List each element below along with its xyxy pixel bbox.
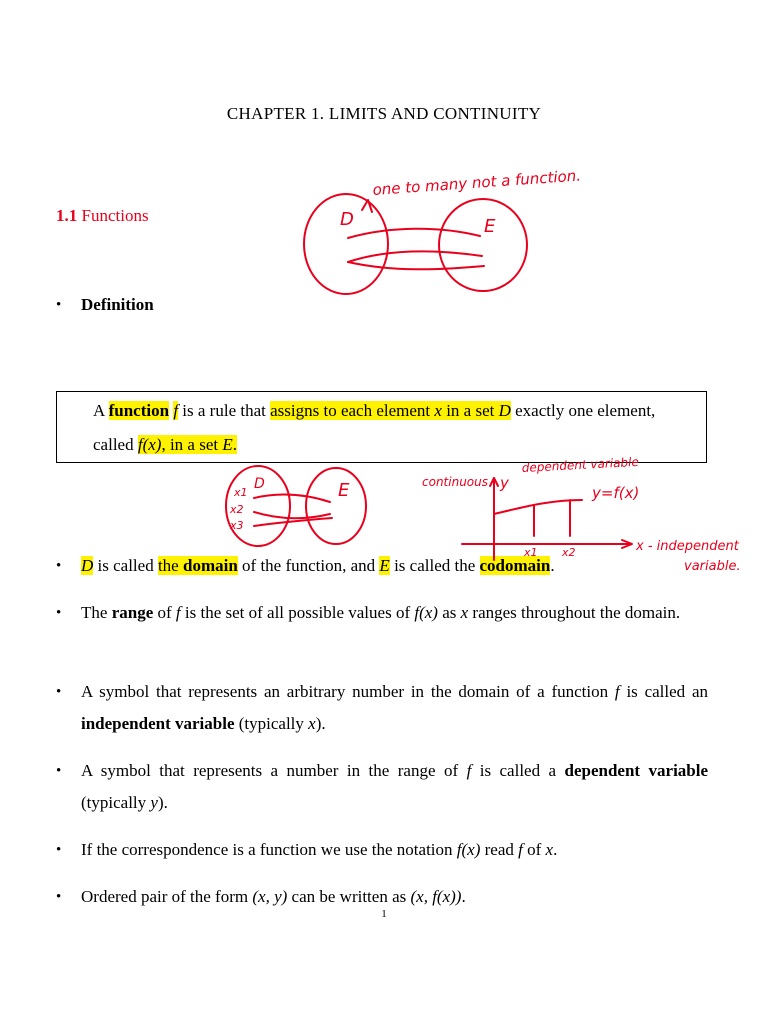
mapping-arrow [348,251,482,262]
mapping-arrow [348,262,484,269]
chapter-title: CHAPTER 1. LIMITS AND CONTINUITY [226,104,542,123]
variable-label: variable. [684,559,741,574]
bullet-icon: • [56,684,62,700]
mapping-arrow [254,495,330,502]
element-x1-label: x1 [234,486,248,499]
curve-label: y=f(x) [592,484,640,502]
domain-term: domain [182,556,238,575]
bullet-range: • The range of f is the set of all possible values of f(x) as x ranges throughout the domain. [56,597,708,629]
bullet-ordered-pair: • Ordered pair of the form (x, y) can be written as (x, f(x)). [56,881,708,913]
set-D-label: D [340,209,354,230]
arrow-head [362,200,372,212]
continuous-label: continuous [422,475,488,489]
set-E-label: E [338,480,350,501]
mapping-diagram-one-to-many [304,194,527,294]
mapping-diagram-function [226,466,366,546]
element-x3-label: x3 [230,519,244,532]
x-axis-label: x - independent [636,539,739,554]
function-graph-sketch [422,455,741,574]
dependent-variable-label: dependent variable [521,454,640,475]
set-D-label: D [254,476,265,492]
codomain-term: codomain [479,556,551,575]
dependent-variable-term: dependent variable [564,761,709,780]
bullet-icon: • [56,558,62,574]
element-x2-label: x2 [230,503,244,516]
bullet-icon: • [56,842,62,858]
bullet-independent-variable: • A symbol that represents an arbitrary number in the domain of a function f is called an independent variable (typically x). [56,676,708,740]
section-number: 1.1 [56,206,78,225]
mapping-arrow [348,229,480,238]
function-curve [494,500,582,514]
bullet-icon: • [56,889,62,905]
bullet-domain: • D is called the domain of the function, and E is called the codomain. [56,550,708,582]
bullet-dependent-variable: • A symbol that represents a number in the range of f is called a dependent variable (typically y). [56,755,708,819]
annotation-one-to-many: one to many not a function. [372,166,582,199]
page-number: 1 [381,908,387,920]
tick-x2-label: x2 [562,546,576,559]
codomain-set-circle [439,199,527,291]
range-term: range [111,603,154,622]
bullet-icon: • [56,605,62,621]
bullet-notation: • If the correspondence is a function we use the notation f(x) read f of x. [56,834,708,866]
bullet-icon: • [56,763,62,779]
set-E-label: E [484,216,496,237]
definition-heading: Definition [81,295,154,314]
bullet-icon: • [56,297,62,313]
y-axis-label: y [500,474,509,492]
function-term: function [108,401,170,420]
section-name: Functions [81,206,149,225]
mapping-arrow [254,512,330,518]
tick-x1-label: x1 [524,546,538,559]
definition-box: A function f is a rule that assigns to each element x in a set D exactly one element, called f(x), in a set E. [56,391,707,463]
codomain-set-circle [306,468,366,544]
independent-variable-term: independent variable [81,714,235,733]
